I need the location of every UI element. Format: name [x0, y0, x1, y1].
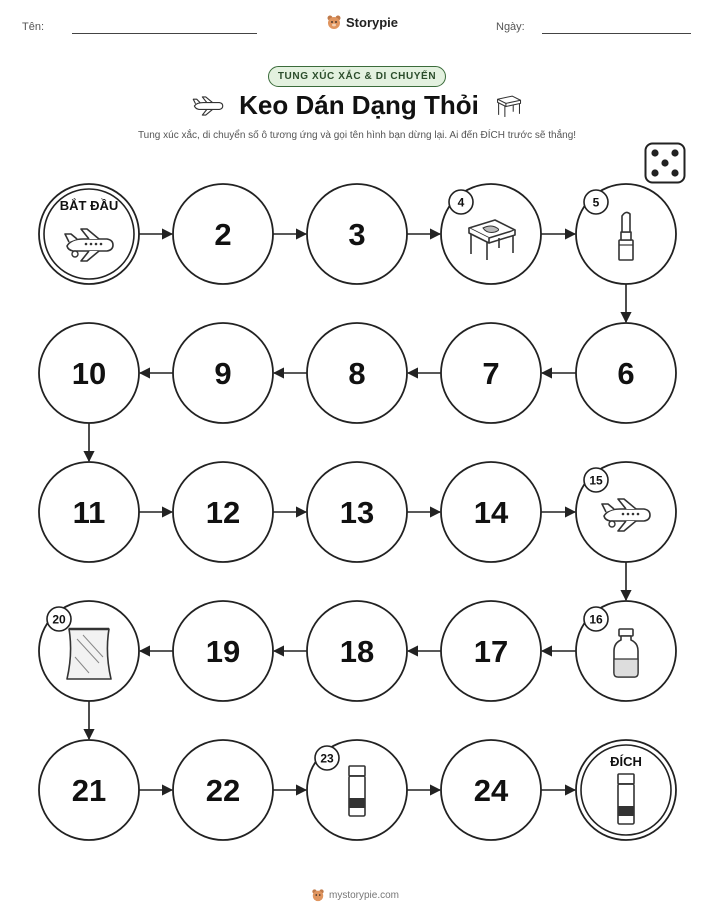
footer-url: mystorypie.com	[329, 889, 400, 901]
cell-label: BẮT ĐẦU	[59, 198, 119, 213]
glue-stick-icon	[349, 766, 365, 816]
cell-number: 16	[589, 612, 603, 627]
cell-number: 21	[71, 773, 107, 808]
board-cell-3	[307, 184, 407, 284]
cell-number: 10	[71, 356, 107, 391]
board-cell-11	[39, 462, 139, 562]
board-cell-17	[441, 601, 541, 701]
cell-label: ĐÍCH	[610, 754, 642, 769]
cell-number: 18	[339, 634, 375, 669]
board-cell-14	[441, 462, 541, 562]
board-cell-13	[307, 462, 407, 562]
glue-stick-icon	[618, 774, 634, 824]
cell-number: 7	[482, 356, 500, 391]
board-cell-9	[173, 323, 273, 423]
board-cell-15	[576, 462, 676, 562]
board-cell-18	[307, 601, 407, 701]
board-cell-24	[441, 740, 541, 840]
page-title: Keo Dán Dạng Thỏi	[239, 90, 479, 120]
board-cell-19	[173, 601, 273, 701]
cell-number: 19	[205, 634, 241, 669]
board-cell-20	[39, 601, 139, 701]
board-cell-21	[39, 740, 139, 840]
cell-number: 17	[473, 634, 509, 669]
board-cell-10	[39, 323, 139, 423]
board-cell-4	[441, 184, 541, 284]
cell-number: 23	[320, 751, 334, 766]
board-cell-6	[576, 323, 676, 423]
cell-number: 20	[52, 612, 66, 627]
board-cell-7	[441, 323, 541, 423]
board-cell-1	[39, 184, 139, 284]
cell-number: 14	[473, 495, 509, 530]
cell-number: 5	[592, 195, 600, 210]
cell-number: 2	[214, 217, 232, 252]
cell-number: 3	[348, 217, 366, 252]
plastic-bag-icon	[67, 629, 111, 679]
footer	[311, 888, 399, 902]
activity-tag: TUNG XÚC XẮC & DI CHUYỂN	[268, 66, 446, 87]
cell-number: 12	[205, 495, 241, 530]
cell-number: 11	[72, 495, 106, 530]
cell-number: 6	[617, 356, 635, 391]
cell-number: 24	[473, 773, 509, 808]
board-cell-23	[307, 740, 407, 840]
board-cell-12	[173, 462, 273, 562]
bear-logo-icon	[311, 888, 325, 902]
board-cell-16	[576, 601, 676, 701]
name-label: Tên:	[22, 21, 45, 33]
board-cell-2	[173, 184, 273, 284]
board-cell-8	[307, 323, 407, 423]
cell-number: 22	[205, 773, 241, 808]
cell-number: 13	[339, 495, 375, 530]
board-cell-5	[576, 184, 676, 284]
board-cell-22	[173, 740, 273, 840]
date-label: Ngày:	[496, 21, 525, 33]
instructions-text: Tung xúc xắc, di chuyển số ô tương ứng và gọi tên hình bạn dừng lại. Ai đến ĐÍCH trước sẽ thắng!	[137, 130, 577, 141]
cell-number: 4	[457, 195, 465, 210]
cell-number: 8	[348, 356, 366, 391]
cell-number: 15	[589, 473, 603, 488]
board-cell-25	[576, 740, 676, 840]
brand-name: Storypie	[346, 14, 399, 30]
cell-number: 9	[214, 356, 232, 391]
